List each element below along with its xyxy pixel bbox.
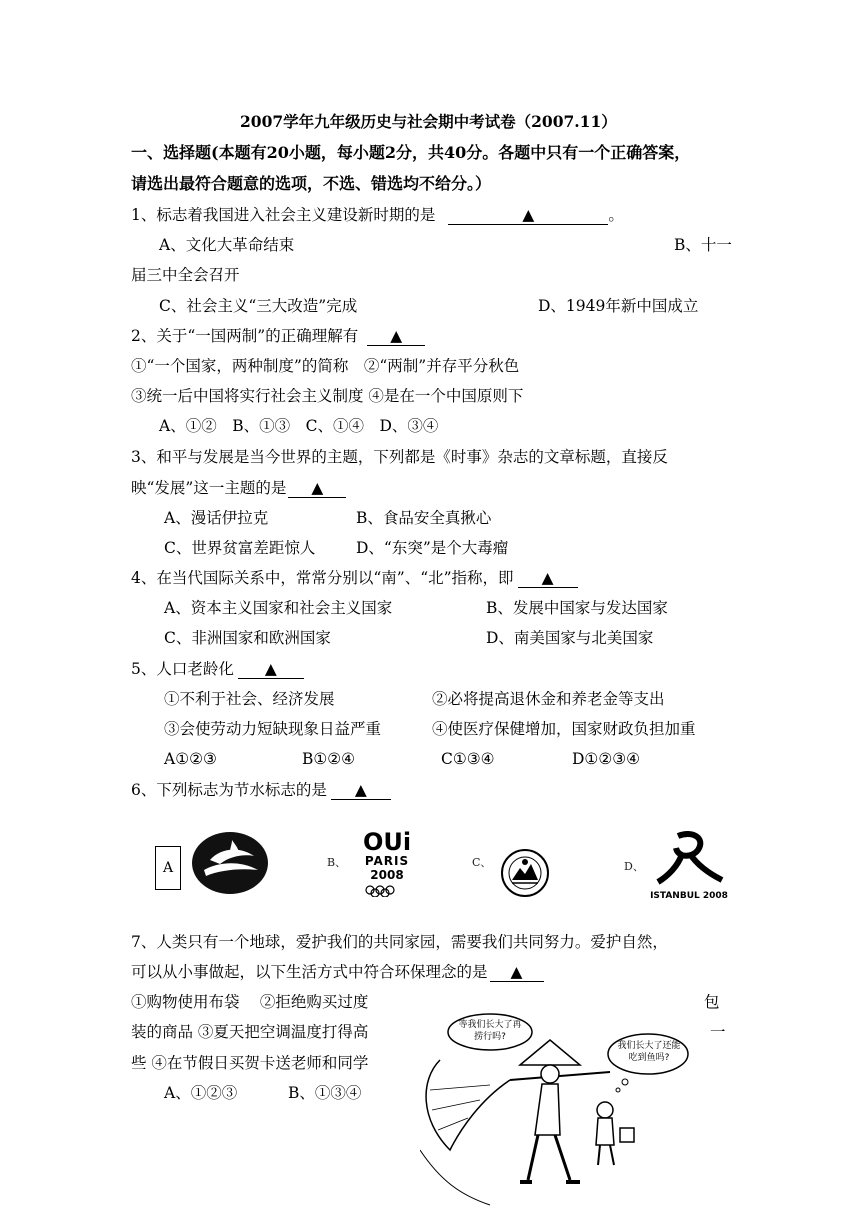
q6-stem: 6、下列标志为节水标志的是 xyxy=(131,781,327,799)
q7-item-line2-end: 一 xyxy=(710,1023,726,1041)
q5-option-a: A①②③ xyxy=(164,750,217,768)
q3-option-a: A、漫话伊拉克 xyxy=(164,509,269,527)
q7-answer-blank xyxy=(490,963,544,982)
q6-label-d: D、 xyxy=(624,860,644,873)
q5-stem-line xyxy=(131,659,304,679)
paris-logo-oui: OUi xyxy=(362,828,412,856)
q5-option-b: B①②④ xyxy=(302,750,356,768)
q5-option-d: D①②③④ xyxy=(572,750,641,768)
q1-option-b-part1: B、十一 xyxy=(674,236,732,254)
q5-mark: ▲ xyxy=(264,660,277,678)
section-instructions-line2: 请选出最符合题意的选项，不选、错选均不给分。） xyxy=(131,174,492,193)
q1-option-b-part2: 届三中全会召开 xyxy=(131,266,240,284)
q4-stem-line xyxy=(131,568,578,588)
paris-2008-logo-b xyxy=(356,830,418,900)
paris-logo-year: 2008 xyxy=(370,868,404,882)
q1-option-c: C、社会主义“三大改造”完成 xyxy=(159,297,358,315)
q6-mark: ▲ xyxy=(354,781,367,799)
q2-item-line2: ③统一后中国将实行社会主义制度 ④是在一个中国原则下 xyxy=(131,387,524,405)
q2-mark: ▲ xyxy=(390,327,403,345)
q5-item2: ②必将提高退休金和养老金等支出 xyxy=(432,690,665,708)
section-instructions-line1: 一、选择题(本题有20小题，每小题2分，共40分。各题中只有一个正确答案， xyxy=(131,143,691,162)
q3-option-b: B、食品安全真揪心 xyxy=(356,509,492,527)
q1-tail: 。 xyxy=(608,206,624,224)
q7-option-b: B、①③④ xyxy=(288,1084,362,1102)
q7-item-line2: 装的商品 ③夏天把空调温度打得高 xyxy=(131,1023,369,1041)
q7-mark: ▲ xyxy=(510,963,523,981)
mountain-sun-emblem-icon xyxy=(500,848,550,898)
q4-answer-blank xyxy=(518,569,578,588)
q5-item3: ③会使劳动力短缺现象日益严重 xyxy=(164,720,382,738)
q2-stem-line xyxy=(131,326,425,346)
ribbon-figure-icon xyxy=(648,828,730,886)
q6-stem-line xyxy=(131,780,391,800)
q4-option-b: B、发展中国家与发达国家 xyxy=(486,599,668,617)
q2-item-line1: ①“一个国家，两种制度”的简称 ②“两制”并存平分秋色 xyxy=(131,357,520,375)
q4-option-c: C、非洲国家和欧洲国家 xyxy=(164,629,331,647)
exam-title: 2007学年九年级历史与社会期中考试卷（2007.11） xyxy=(240,112,617,131)
q1-mark: ▲ xyxy=(522,206,535,224)
q6-label-a-box xyxy=(155,846,181,890)
q3-option-d: D、“东突”是个大毒瘤 xyxy=(356,539,509,557)
q5-stem: 5、人口老龄化 xyxy=(131,660,234,678)
q1-option-d: D、1949年新中国成立 xyxy=(538,297,699,315)
fishing-cartoon-illustration xyxy=(420,1010,710,1210)
water-drop-hand-icon xyxy=(190,830,270,896)
q7-item-line1: ①购物使用布袋 ②拒绝购买过度 xyxy=(131,993,369,1011)
water-saving-logo-a xyxy=(190,830,270,900)
q4-option-a: A、资本主义国家和社会主义国家 xyxy=(164,599,393,617)
paris-logo-city: PARIS xyxy=(364,854,410,868)
q1-option-a: A、文化大革命结束 xyxy=(159,236,295,254)
q7-item-line1-end: 包 xyxy=(704,993,720,1011)
q5-option-c: C①③④ xyxy=(441,750,495,768)
q7-option-a: A、①②③ xyxy=(164,1084,238,1102)
q7-stem-line1: 7、人类只有一个地球，爱护我们的共同家园，需要我们共同努力。爱护自然， xyxy=(131,933,668,951)
q3-stem: 映“发展”这一主题的是 xyxy=(131,479,287,497)
q2-answer-blank xyxy=(367,327,425,346)
q2-options: A、①② B、①③ C、①④ D、③④ xyxy=(159,417,439,435)
q4-mark: ▲ xyxy=(541,569,554,587)
q1-stem-line xyxy=(131,205,624,225)
q3-answer-blank xyxy=(288,479,346,498)
cartoon-bubble-left: 等我们长大了再捞行吗? xyxy=(458,1020,522,1042)
q3-option-c: C、世界贫富差距惊人 xyxy=(164,539,316,557)
q6-label-b: B、 xyxy=(327,856,347,869)
environment-logo-c xyxy=(500,848,550,902)
q1-answer-blank xyxy=(448,206,608,225)
q6-label-a: A xyxy=(162,860,174,876)
istanbul-logo-text: ISTANBUL 2008 xyxy=(650,891,728,901)
q6-answer-blank xyxy=(331,781,391,800)
q3-mark: ▲ xyxy=(311,479,324,497)
cartoon-bubble-right: 我们长大了还能吃到鱼吗? xyxy=(617,1041,681,1063)
q5-answer-blank xyxy=(238,660,304,679)
q3-stem-line2 xyxy=(131,478,346,498)
q5-item1: ①不利于社会、经济发展 xyxy=(164,690,335,708)
q1-stem: 1、标志着我国进入社会主义建设新时期的是 xyxy=(131,206,436,224)
q7-stem-line2 xyxy=(131,962,544,982)
istanbul-2008-logo-d xyxy=(648,828,730,902)
q5-item4: ④使医疗保健增加，国家财政负担加重 xyxy=(432,720,696,738)
q7-item-line3: 些 ④在节假日买贺卡送老师和同学 xyxy=(131,1054,369,1072)
q4-stem: 4、在当代国际关系中，常常分别以“南”、“北”指称，即 xyxy=(131,569,514,587)
q6-label-c: C、 xyxy=(472,856,492,869)
q7-stem: 可以从小事做起，以下生活方式中符合环保理念的是 xyxy=(131,963,488,981)
q2-stem: 2、关于“一国两制”的正确理解有 xyxy=(131,327,359,345)
q4-option-d: D、南美国家与北美国家 xyxy=(486,629,654,647)
q3-stem-line1: 3、和平与发展是当今世界的主题，下列都是《时事》杂志的文章标题，直接反 xyxy=(131,448,668,466)
olympic-rings-icon xyxy=(356,885,418,897)
